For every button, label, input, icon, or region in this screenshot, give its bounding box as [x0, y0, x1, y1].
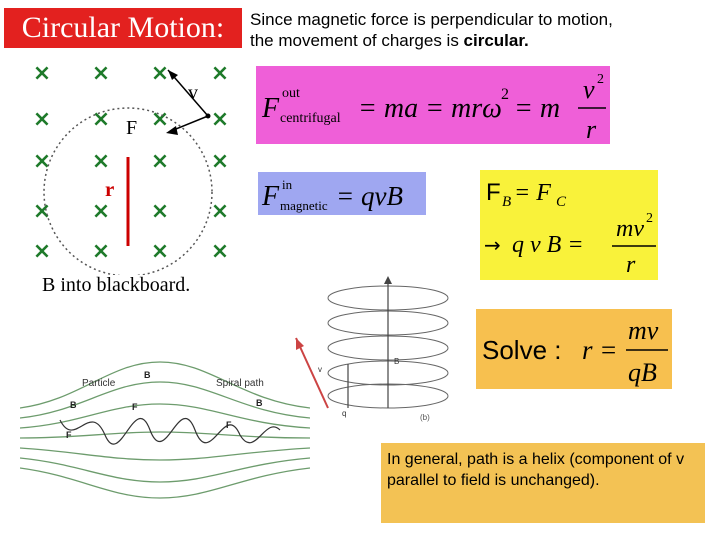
- magnetic-sub: magnetic: [280, 198, 328, 213]
- solve-lhs: r =: [582, 335, 618, 365]
- balance-lhs: q v B =: [512, 232, 584, 258]
- field-cross-icon: ×: [91, 199, 111, 224]
- field-cross-icon: ×: [210, 149, 230, 174]
- field-cross-icon: ×: [210, 199, 230, 224]
- balance-num-exp: 2: [646, 211, 653, 226]
- charge-dot: [206, 114, 211, 119]
- balance-f: F: [486, 179, 501, 206]
- intro-text: [250, 9, 720, 51]
- field-cross-icon: ×: [91, 61, 111, 86]
- solve-label: Solve :: [482, 335, 562, 365]
- field-cross-icon: ×: [32, 239, 52, 264]
- balance-sub-b: B: [502, 194, 512, 210]
- svg-text:F: F: [262, 181, 280, 212]
- centrifugal-num: v: [583, 75, 595, 104]
- slide-title: Circular Motion:: [4, 8, 242, 48]
- field-crosses: [33, 61, 229, 264]
- bottle-fb-label-2: F: [226, 420, 232, 430]
- magnetic-sup: in: [282, 177, 293, 192]
- centrifugal-omega-exp: 2: [501, 86, 509, 103]
- field-cross-icon: ×: [91, 149, 111, 174]
- helix-caption: (b): [420, 413, 430, 422]
- spiral-path-label: Spiral path: [216, 378, 264, 389]
- helix-v-label: v: [318, 365, 322, 374]
- general-note: In general, path is a helix (component of v parallel to field is unchanged).: [381, 443, 705, 523]
- balance-eq: = F: [514, 180, 551, 206]
- centrifugal-num-exp: 2: [597, 72, 604, 87]
- field-cross-icon: ×: [210, 239, 230, 264]
- magnetic-rhs: = qvB: [336, 181, 403, 211]
- centrifugal-sub: centrifugal: [280, 111, 341, 126]
- field-cross-icon: ×: [32, 61, 52, 86]
- intro-line-1: Since magnetic force is perpendicular to motion,: [250, 10, 613, 29]
- field-cross-icon: ×: [210, 107, 230, 132]
- radius-label: r: [105, 177, 115, 201]
- centrifugal-equation: [256, 66, 610, 144]
- circular-motion-diagram: [0, 50, 250, 275]
- centrifugal-rhs-2: = m: [514, 93, 561, 124]
- field-cross-icon: ×: [150, 61, 170, 86]
- velocity-label: v: [188, 82, 198, 104]
- field-cross-icon: ×: [150, 149, 170, 174]
- helix-q-label: q: [342, 409, 347, 418]
- field-cross-icon: ×: [150, 107, 170, 132]
- intro-line-2-bold: circular.: [463, 31, 529, 50]
- velocity-arrowhead: [168, 70, 178, 80]
- balance-num: mv: [616, 216, 644, 242]
- balance-den: r: [626, 252, 636, 278]
- centrifugal-sup: out: [282, 86, 300, 101]
- bottle-b-label-2: B: [70, 400, 77, 410]
- field-cross-icon: ×: [32, 107, 52, 132]
- balance-equation: [480, 170, 658, 280]
- intro-line-2-text: the movement of charges is: [250, 31, 464, 50]
- field-cross-icon: ×: [91, 107, 111, 132]
- helix-b-label: B: [394, 357, 400, 366]
- field-cross-icon: ×: [150, 239, 170, 264]
- bottle-fb-label-1: F: [66, 430, 72, 440]
- solve-num: mv: [628, 316, 659, 345]
- helix-figure: [288, 268, 466, 428]
- magnetic-equation: [258, 172, 426, 215]
- force-label: F: [126, 117, 138, 139]
- field-cross-icon: ×: [32, 199, 52, 224]
- centrifugal-den: r: [586, 115, 597, 144]
- bottle-f-label-1: F: [132, 402, 138, 412]
- magnetic-bottle-figure: [20, 360, 310, 500]
- solve-den: qB: [628, 358, 657, 387]
- particle-label: Particle: [82, 378, 116, 389]
- arrow-icon: →: [484, 233, 501, 257]
- field-cross-icon: ×: [91, 239, 111, 264]
- field-cross-icon: ×: [210, 61, 230, 86]
- field-cross-icon: ×: [150, 199, 170, 224]
- field-direction-caption: B into blackboard.: [42, 274, 191, 296]
- solve-equation: [476, 309, 672, 389]
- intro-line-2: [250, 30, 720, 51]
- svg-text:F: F: [262, 93, 280, 124]
- bottle-b-label-3: B: [256, 398, 263, 408]
- balance-sub-c: C: [556, 194, 567, 210]
- field-cross-icon: ×: [32, 149, 52, 174]
- centrifugal-rhs-1: = ma = mrω: [358, 93, 502, 124]
- bottle-b-label-1: B: [144, 370, 151, 380]
